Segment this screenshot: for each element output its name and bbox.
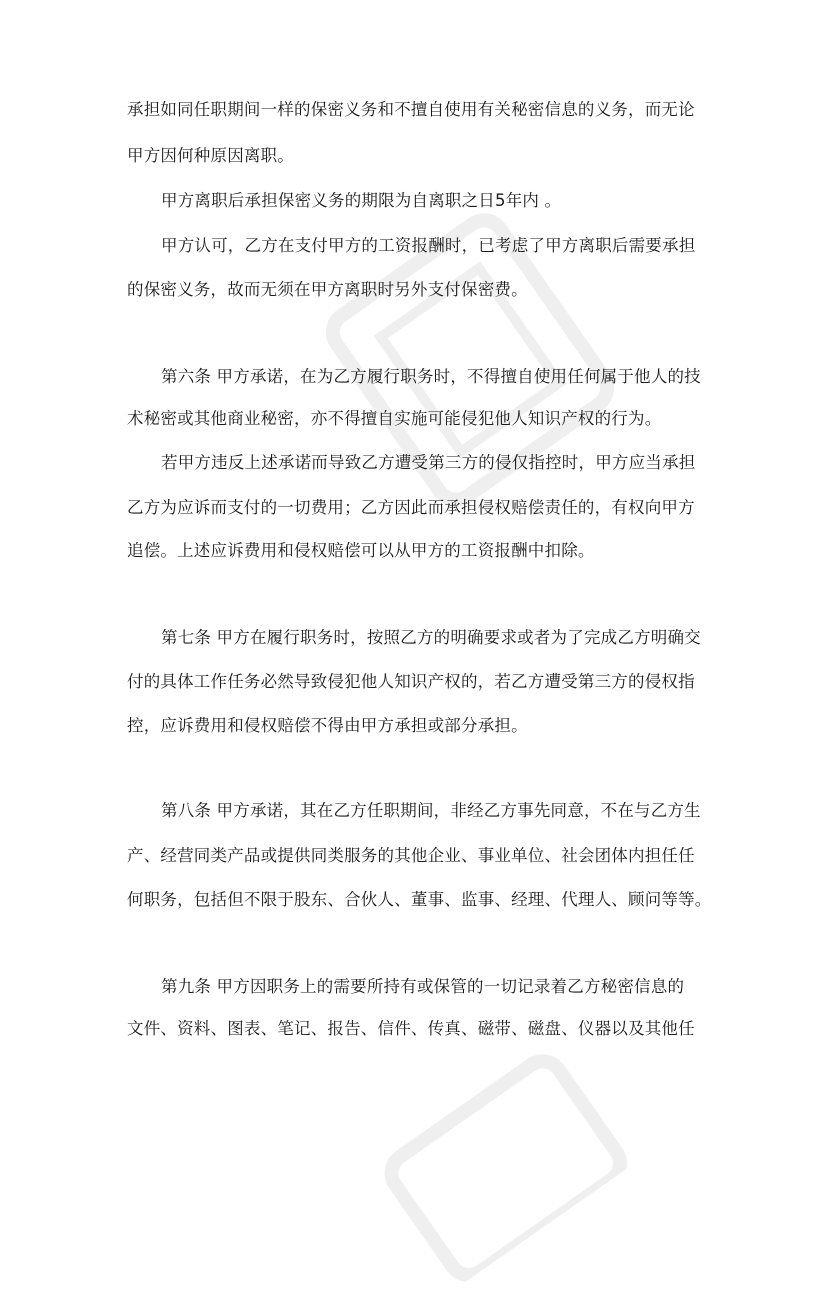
text-line: 若甲方违反上述承诺而导致乙方遭受第三方的侵仅指控时，甲方应当承担	[161, 453, 696, 472]
text-line: 甲方离职后承担保密义务的期限为自离职之日5年内 。	[161, 191, 562, 210]
watermark-logo-icon-bottom	[356, 1026, 644, 1294]
text-line: 何职务，包括但不限于股东、合伙人、董事、监事、经理、代理人、顾问等等。	[127, 890, 712, 909]
text-line: 术秘密或其他商业秘密，亦不得擅自实施可能侵犯他人知识产权的行为。	[127, 409, 662, 428]
text-line: 文件、资料、图表、笔记、报告、信件、传真、磁带、磁盘、仪器以及其他任	[127, 1019, 695, 1038]
text-line: 控，应诉费用和侵权赔偿不得由甲方承担或部分承担。	[127, 716, 528, 735]
text-line: 产、经营同类产品或提供同类服务的其他企业、事业单位、社会团体内担任任	[127, 846, 695, 865]
text-line: 甲方因何种原因离职。	[127, 146, 294, 165]
article-9-heading-line: 第九条 甲方因职务上的需要所持有或保管的一切记录着乙方秘密信息的	[161, 977, 685, 996]
text-line: 乙方为应诉而支付的一切费用；乙方因此而承担侵权赔偿责任的，有权向甲方	[127, 498, 695, 517]
text-line: 付的具体工作任务必然导致侵犯他人知识产权的，若乙方遭受第三方的侵权指	[127, 672, 695, 691]
text-line: 承担如同任职期间一样的保密义务和不擅自使用有关秘密信息的义务，而无论	[127, 100, 695, 119]
text-line: 甲方认可，乙方在支付甲方的工资报酬时，已考虑了甲方离职后需要承担	[161, 236, 696, 255]
article-6-heading-line: 第六条 甲方承诺，在为乙方履行职务时，不得擅自使用任何属于他人的技	[161, 367, 701, 386]
text-line: 追偿。上述应诉费用和侵权赔偿可以从甲方的工资报酬中扣除。	[127, 541, 595, 560]
article-8-heading-line: 第八条 甲方承诺，其在乙方任职期间，非经乙方事先同意，不在与乙方生	[161, 801, 701, 820]
text-line: 的保密义务，故而无须在甲方离职时另外支付保密费。	[127, 280, 528, 299]
article-7-heading-line: 第七条 甲方在履行职务时，按照乙方的明确要求或者为了完成乙方明确交	[161, 628, 701, 647]
